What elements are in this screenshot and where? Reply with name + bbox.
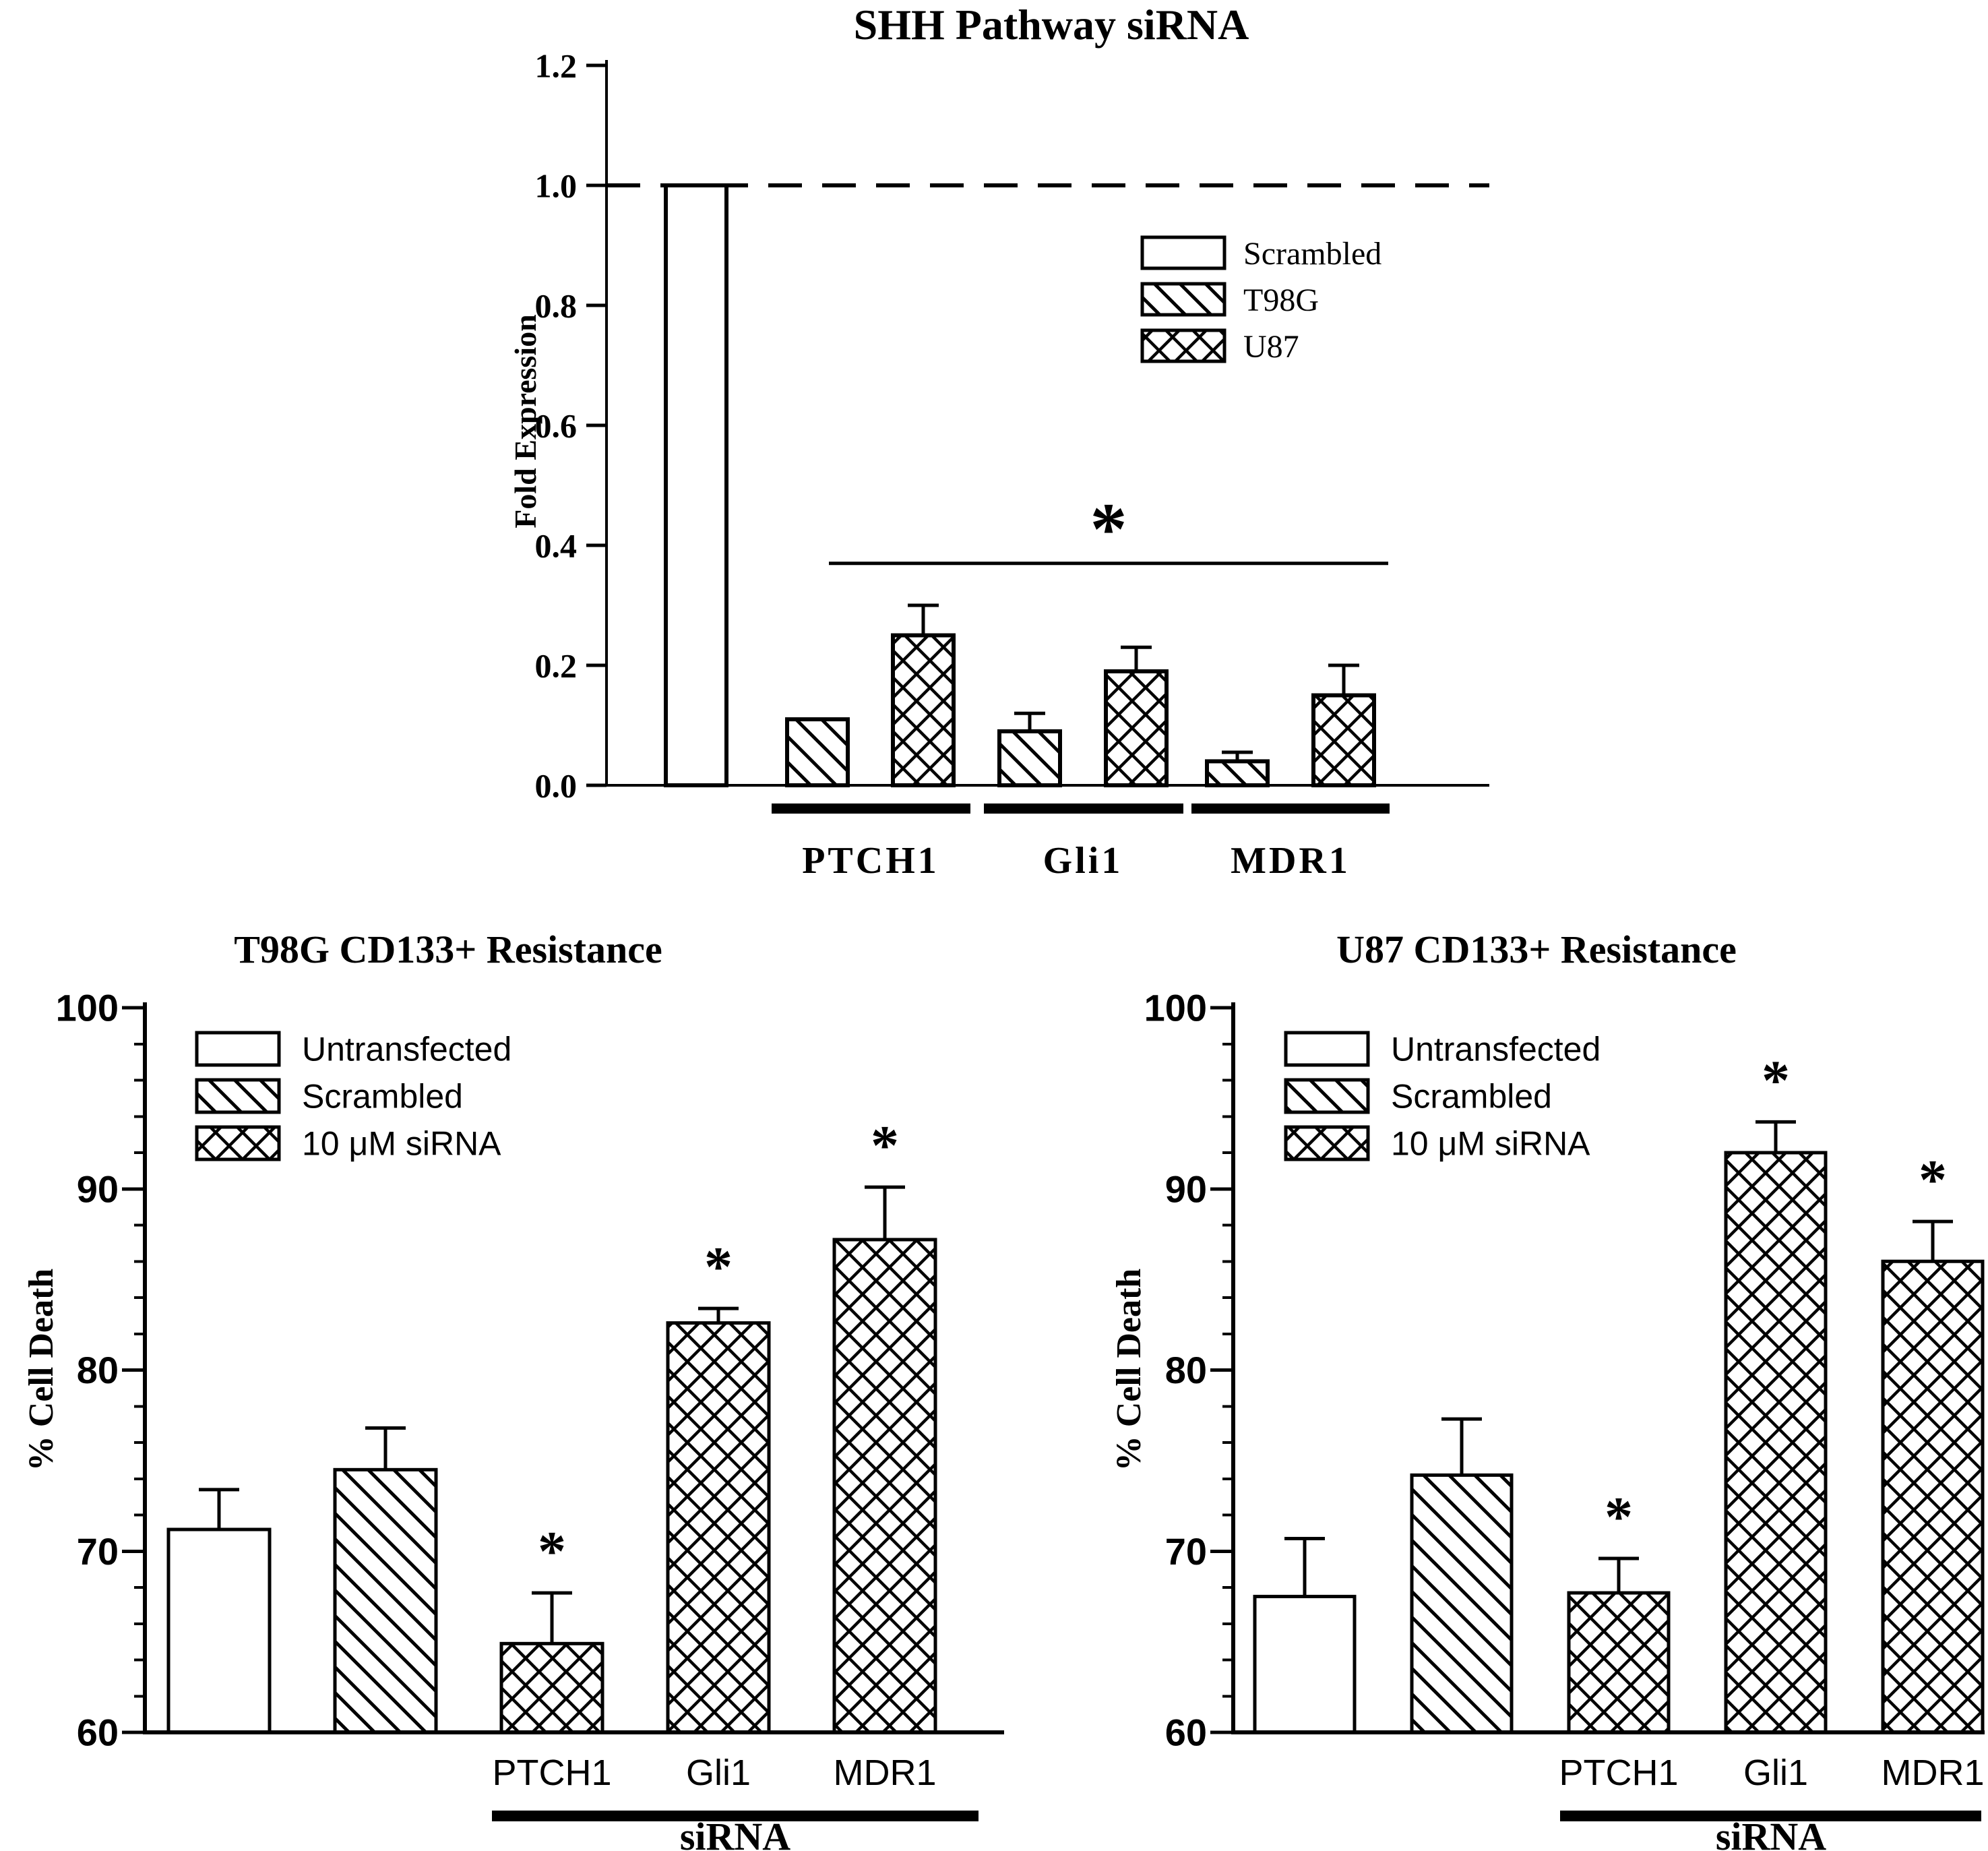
gene-label-Gli1: Gli1 (1743, 1753, 1809, 1793)
y-axis-label: Fold Expression (508, 314, 542, 528)
y-tick-label: 0.2 (534, 646, 577, 685)
y-tick-label: 0.8 (534, 286, 577, 325)
bar-Scrambled (666, 185, 726, 785)
group-underline-Gli1 (984, 803, 1183, 814)
bar-MDR1-10-μM-siRNA (834, 1240, 935, 1732)
significance-asterisk: * (538, 1520, 566, 1583)
bar-MDR1-U87 (1313, 696, 1374, 786)
significance-asterisk: * (871, 1114, 899, 1178)
bar-Scrambled (1412, 1475, 1512, 1732)
bar-Gli1-U87 (1106, 671, 1167, 785)
bar-MDR1-10-μM-siRNA (1883, 1261, 1983, 1732)
y-axis-label: % Cell Death (22, 1268, 61, 1471)
legend-label: Scrambled (1243, 235, 1382, 272)
y-tick-label: 90 (76, 1167, 119, 1211)
significance-asterisk: * (1919, 1149, 1947, 1212)
legend-swatch-plain (1286, 1033, 1368, 1065)
group-underline-MDR1 (1191, 803, 1390, 814)
significance-asterisk: * (1762, 1049, 1790, 1112)
legend-swatch-diagonal (1142, 284, 1224, 315)
legend-label: 10 μM siRNA (302, 1124, 501, 1163)
chart-title: U87 CD133+ Resistance (1336, 928, 1737, 971)
legend-label: Scrambled (302, 1077, 463, 1116)
sirna-annotation: siRNA (679, 1815, 791, 1851)
y-tick-label: 100 (55, 986, 119, 1029)
legend-swatch-crosshatch (1142, 330, 1224, 361)
y-tick-label: 0.4 (534, 526, 577, 565)
legend-label: Untransfected (1391, 1030, 1601, 1068)
legend-label: 10 μM siRNA (1391, 1124, 1590, 1163)
y-tick-label: 1.0 (534, 166, 577, 205)
gene-label-MDR1: MDR1 (1881, 1753, 1985, 1793)
y-tick-label: 0.0 (534, 766, 577, 805)
bar-Gli1-T98G (999, 731, 1060, 785)
legend-label: Scrambled (1391, 1077, 1552, 1116)
y-axis-label: % Cell Death (1110, 1268, 1148, 1471)
legend-swatch-diagonal (197, 1080, 279, 1112)
bar-MDR1-T98G (1207, 761, 1268, 785)
significance-asterisk: * (704, 1236, 733, 1299)
bar-PTCH1-T98G (787, 719, 848, 785)
legend-label: T98G (1243, 282, 1319, 318)
sirna-annotation: siRNA (1715, 1815, 1827, 1851)
bar-PTCH1-10-μM-siRNA (501, 1643, 602, 1732)
chart-title: SHH Pathway siRNA (853, 1, 1249, 49)
chart-title: T98G CD133+ Resistance (234, 928, 662, 971)
bar-Scrambled (335, 1469, 436, 1732)
bar-Untransfected (1255, 1596, 1355, 1732)
y-tick-label: 60 (76, 1711, 119, 1754)
y-tick-label: 70 (76, 1529, 119, 1573)
group-label-PTCH1: PTCH1 (802, 840, 939, 882)
legend-swatch-plain (1142, 237, 1224, 268)
y-tick-label: 100 (1144, 986, 1207, 1029)
group-label-Gli1: Gli1 (1043, 840, 1123, 882)
gene-label-PTCH1: PTCH1 (492, 1753, 612, 1793)
y-tick-label: 0.6 (534, 406, 577, 445)
gene-label-MDR1: MDR1 (833, 1753, 937, 1793)
legend-swatch-crosshatch (197, 1127, 279, 1159)
y-tick-label: 90 (1164, 1167, 1207, 1211)
legend-label: Untransfected (302, 1030, 512, 1068)
y-tick-label: 80 (1164, 1349, 1207, 1392)
bar-Gli1-10-μM-siRNA (1726, 1153, 1826, 1732)
significance-asterisk: * (1090, 487, 1127, 570)
legend-swatch-crosshatch (1286, 1127, 1368, 1159)
bar-PTCH1-10-μM-siRNA (1569, 1593, 1669, 1732)
group-label-MDR1: MDR1 (1231, 840, 1350, 882)
y-tick-label: 1.2 (534, 47, 577, 85)
legend-swatch-diagonal (1286, 1080, 1368, 1112)
bar-Gli1-10-μM-siRNA (668, 1323, 769, 1732)
bar-PTCH1-U87 (893, 636, 954, 786)
y-tick-label: 70 (1164, 1529, 1207, 1573)
legend-label: U87 (1243, 328, 1299, 365)
y-tick-label: 60 (1164, 1711, 1207, 1754)
legend-swatch-plain (197, 1033, 279, 1065)
group-underline-PTCH1 (772, 803, 970, 814)
bar-Untransfected (168, 1529, 270, 1732)
gene-label-Gli1: Gli1 (685, 1753, 751, 1793)
y-tick-label: 80 (76, 1349, 119, 1392)
gene-label-PTCH1: PTCH1 (1559, 1753, 1679, 1793)
significance-asterisk: * (1605, 1486, 1633, 1548)
